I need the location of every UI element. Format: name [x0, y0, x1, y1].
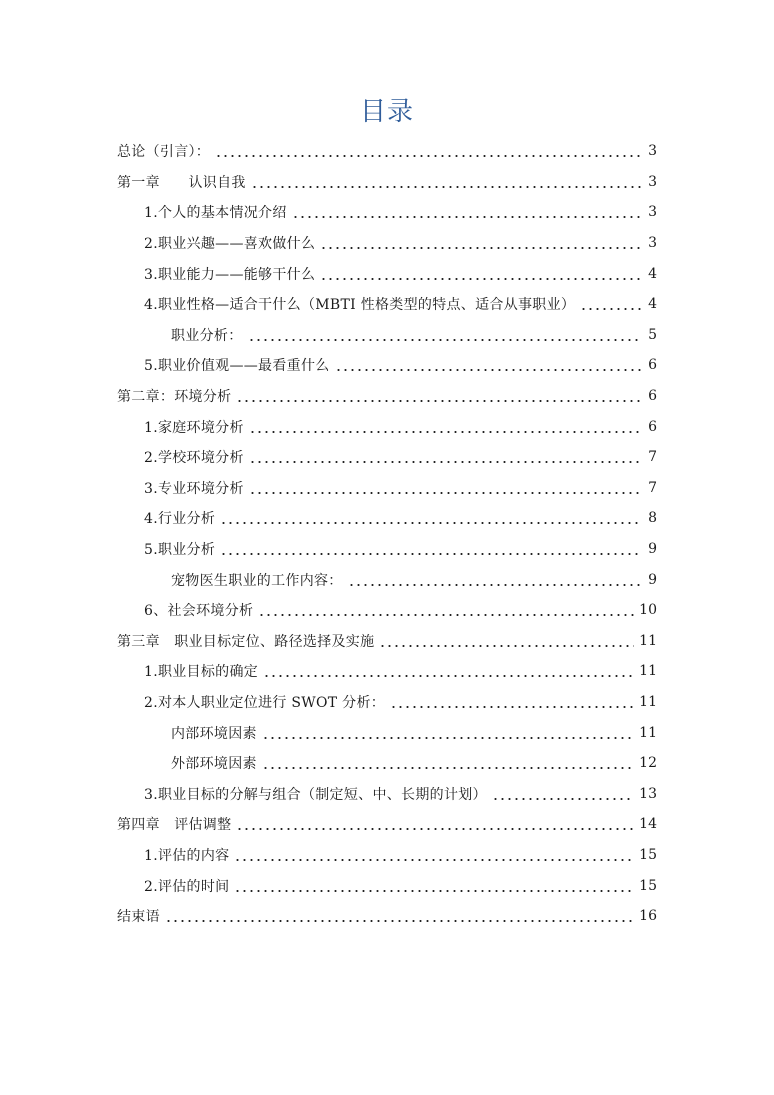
- toc-entry-label: 1.个人的基本情况介绍: [144, 205, 287, 222]
- toc-dot-leader: [236, 817, 634, 831]
- toc-entry-page-number: 16: [639, 908, 657, 925]
- toc-dot-leader: [251, 175, 642, 189]
- toc-dot-leader: [249, 481, 642, 495]
- toc-dot-leader: [248, 328, 643, 342]
- toc-entry-page-number: 3: [648, 204, 657, 221]
- toc-entry-page-number: 14: [639, 816, 657, 833]
- toc-entry[interactable]: [0, 411, 774, 442]
- toc-dot-leader: [580, 297, 642, 311]
- toc-dot-leader: [165, 909, 634, 923]
- toc-entry-label: 结束语: [117, 909, 160, 926]
- toc-dot-leader: [234, 879, 634, 893]
- toc-entry[interactable]: [0, 626, 774, 657]
- toc-entry-label: 第三章 职业目标定位、路径选择及实施: [117, 633, 375, 650]
- toc-entry-label: 宠物医生职业的工作内容：: [171, 572, 343, 589]
- toc-entry[interactable]: [0, 473, 774, 504]
- toc-entry[interactable]: [0, 901, 774, 932]
- toc-dot-leader: [215, 144, 642, 158]
- toc-entry[interactable]: [0, 167, 774, 198]
- toc-entry-page-number: 11: [639, 724, 657, 741]
- toc-entry-page-number: 13: [639, 785, 657, 802]
- toc-entry[interactable]: [0, 350, 774, 381]
- toc-entry-label: 3.专业环境分析: [144, 480, 244, 497]
- toc-entry-page-number: 6: [648, 418, 657, 435]
- toc-entry-page-number: 9: [648, 541, 657, 558]
- toc-entry[interactable]: [0, 656, 774, 687]
- toc-entry[interactable]: [0, 687, 774, 718]
- toc-entry-page-number: 10: [639, 602, 657, 619]
- toc-dot-leader: [320, 267, 642, 281]
- toc-dot-leader: [292, 205, 642, 219]
- toc-entry-page-number: 12: [639, 755, 657, 772]
- toc-entry-page-number: 15: [639, 877, 657, 894]
- toc-entry-page-number: 15: [639, 846, 657, 863]
- toc-entry-label: 2.学校环境分析: [144, 450, 244, 467]
- toc-entry-label: 第一章 认识自我: [117, 174, 246, 191]
- toc-entry-page-number: 3: [648, 143, 657, 160]
- toc-entry-label: 1.家庭环境分析: [144, 419, 244, 436]
- toc-dot-leader: [236, 389, 642, 403]
- toc-entry-label: 5.职业分析: [144, 542, 216, 559]
- toc-entry[interactable]: [0, 228, 774, 259]
- toc-dot-leader: [262, 726, 634, 740]
- toc-entry-page-number: 9: [648, 571, 657, 588]
- toc-dot-leader: [234, 848, 634, 862]
- toc-entry-label: 外部环境因素: [171, 756, 257, 773]
- toc-entry[interactable]: [0, 564, 774, 595]
- toc-entry-label: 3.职业目标的分解与组合（制定短、中、长期的计划）: [144, 786, 487, 803]
- toc-dot-leader: [249, 450, 642, 464]
- toc-entry-page-number: 6: [648, 388, 657, 405]
- toc-entry-page-number: 7: [648, 449, 657, 466]
- toc-dot-leader: [258, 603, 634, 617]
- toc-entry[interactable]: [0, 717, 774, 748]
- toc-entry[interactable]: [0, 197, 774, 228]
- toc-entry-label: 2.职业兴趣——喜欢做什么: [144, 236, 316, 253]
- table-of-contents: [0, 136, 774, 931]
- toc-dot-leader: [379, 634, 634, 648]
- toc-entry[interactable]: [0, 595, 774, 626]
- toc-entry-label: 内部环境因素: [171, 725, 257, 742]
- toc-entry-label: 1.职业目标的确定: [144, 664, 259, 681]
- toc-dot-leader: [262, 756, 634, 770]
- toc-entry[interactable]: [0, 503, 774, 534]
- toc-entry-page-number: 8: [648, 510, 657, 527]
- toc-entry[interactable]: [0, 534, 774, 565]
- toc-entry[interactable]: [0, 258, 774, 289]
- toc-entry-label: 第二章：环境分析: [117, 389, 232, 406]
- toc-entry-label: 4.职业性格—适合干什么（MBTI 性格类型的特点、适合从事职业）: [144, 297, 576, 314]
- toc-entry-page-number: 6: [648, 357, 657, 374]
- toc-entry-label: 5.职业价值观——最看重什么: [144, 358, 330, 375]
- toc-entry-page-number: 11: [639, 663, 657, 680]
- toc-entry-page-number: 11: [639, 693, 657, 710]
- toc-entry-label: 2.评估的时间: [144, 878, 230, 895]
- toc-entry[interactable]: [0, 870, 774, 901]
- toc-entry-page-number: 3: [648, 235, 657, 252]
- toc-dot-leader: [320, 236, 642, 250]
- toc-entry-page-number: 11: [639, 632, 657, 649]
- toc-entry[interactable]: [0, 442, 774, 473]
- toc-title: 目录: [359, 97, 414, 127]
- toc-dot-leader: [263, 664, 634, 678]
- toc-dot-leader: [220, 542, 642, 556]
- toc-entry[interactable]: [0, 136, 774, 167]
- toc-entry-page-number: 4: [648, 296, 657, 313]
- toc-entry-label: 第四章 评估调整: [117, 817, 232, 834]
- toc-entry-page-number: 7: [648, 479, 657, 496]
- toc-entry[interactable]: [0, 320, 774, 351]
- toc-dot-leader: [390, 695, 634, 709]
- toc-entry[interactable]: [0, 778, 774, 809]
- toc-entry[interactable]: [0, 381, 774, 412]
- toc-entry-label: 3.职业能力——能够干什么: [144, 266, 316, 283]
- toc-entry-label: 1.评估的内容: [144, 847, 230, 864]
- toc-entry-page-number: 4: [648, 265, 657, 282]
- toc-entry[interactable]: [0, 840, 774, 871]
- toc-entry[interactable]: [0, 809, 774, 840]
- toc-dot-leader: [348, 573, 642, 587]
- toc-entry-label: 总论（引言）：: [117, 144, 211, 161]
- toc-entry[interactable]: [0, 289, 774, 320]
- toc-dot-leader: [335, 358, 642, 372]
- toc-entry-label: 职业分析：: [171, 327, 243, 344]
- toc-entry[interactable]: [0, 748, 774, 779]
- toc-entry-label: 2.对本人职业定位进行 SWOT 分析：: [144, 694, 386, 711]
- toc-dot-leader: [249, 420, 642, 434]
- toc-dot-leader: [220, 511, 642, 525]
- toc-entry-label: 6、社会环境分析: [144, 603, 254, 620]
- toc-dot-leader: [492, 787, 634, 801]
- toc-entry-label: 4.行业分析: [144, 511, 216, 528]
- toc-entry-page-number: 5: [648, 326, 657, 343]
- toc-entry-page-number: 3: [648, 173, 657, 190]
